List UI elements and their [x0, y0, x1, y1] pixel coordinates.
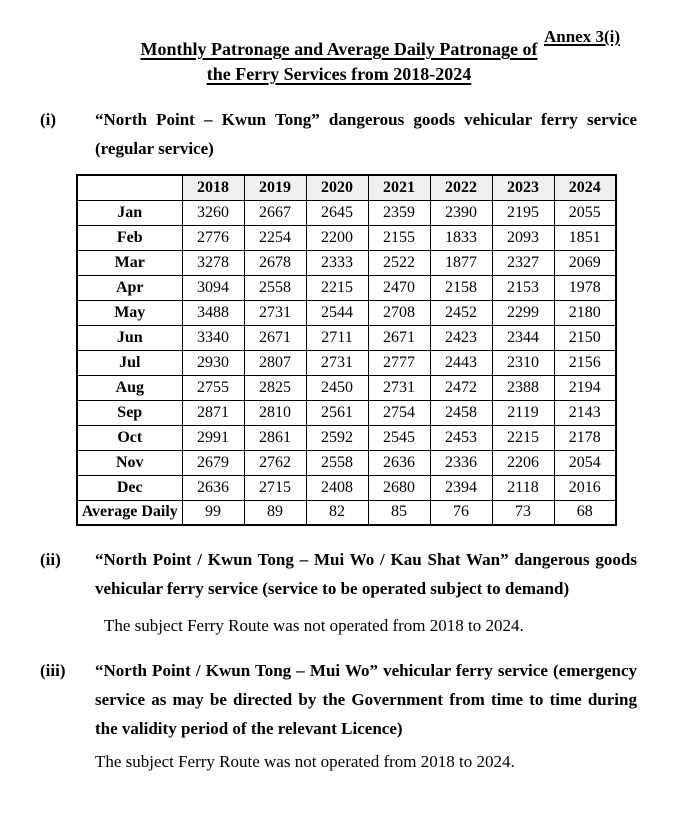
- month-label-cell: Dec: [77, 475, 182, 500]
- value-cell: 2299: [492, 300, 554, 325]
- value-cell: 2344: [492, 325, 554, 350]
- title-line-2: the Ferry Services from 2018-2024: [206, 64, 472, 84]
- value-cell: 2180: [554, 300, 616, 325]
- value-cell: 2150: [554, 325, 616, 350]
- year-header-cell: 2020: [306, 175, 368, 200]
- value-cell: 2394: [430, 475, 492, 500]
- value-cell: 2390: [430, 200, 492, 225]
- section-ii-heading: “North Point / Kwun Tong – Mui Wo / Kau Shat Wan” dangerous goods vehicular ferry service (service to be operated subject to demand): [95, 550, 637, 598]
- value-cell: 2470: [368, 275, 430, 300]
- year-header-cell: 2021: [368, 175, 430, 200]
- value-cell: 2178: [554, 425, 616, 450]
- value-cell: 2093: [492, 225, 554, 250]
- value-cell: 2452: [430, 300, 492, 325]
- month-label-cell: Nov: [77, 450, 182, 475]
- value-cell: 2450: [306, 375, 368, 400]
- month-label-cell: Jan: [77, 200, 182, 225]
- value-cell: 2807: [244, 350, 306, 375]
- value-cell: 2458: [430, 400, 492, 425]
- table-row: [77, 325, 616, 350]
- document-page: [0, 27, 700, 773]
- table-row: [77, 275, 616, 300]
- value-cell: 2777: [368, 350, 430, 375]
- value-cell: 2678: [244, 250, 306, 275]
- value-cell: 2408: [306, 475, 368, 500]
- value-cell: 2636: [368, 450, 430, 475]
- value-cell: 2327: [492, 250, 554, 275]
- route-status-paragraph-iii: The subject Ferry Route was not operated from 2018 to 2024.: [95, 752, 515, 771]
- value-cell: 2754: [368, 400, 430, 425]
- value-cell: 2930: [182, 350, 244, 375]
- value-cell: 2825: [244, 375, 306, 400]
- value-cell: 2069: [554, 250, 616, 275]
- table-row: [77, 475, 616, 500]
- month-label-cell: Jun: [77, 325, 182, 350]
- value-cell: 2155: [368, 225, 430, 250]
- value-cell: 2762: [244, 450, 306, 475]
- average-daily-label-cell: Average Daily: [77, 500, 182, 525]
- section-iii-heading: “North Point / Kwun Tong – Mui Wo” vehicular ferry service (emergency service as may be directed by the Government from time to time during the validity period of the relevant Licence): [95, 661, 637, 738]
- section-i-label: (i): [40, 110, 57, 129]
- value-cell: 2680: [368, 475, 430, 500]
- value-cell: 2731: [244, 300, 306, 325]
- value-cell: 2522: [368, 250, 430, 275]
- section-i: [40, 105, 700, 163]
- value-cell: 2592: [306, 425, 368, 450]
- value-cell: 3488: [182, 300, 244, 325]
- value-cell: 2054: [554, 450, 616, 475]
- value-cell: 2472: [430, 375, 492, 400]
- year-header-cell: 2018: [182, 175, 244, 200]
- value-cell: 2871: [182, 400, 244, 425]
- value-cell: 1851: [554, 225, 616, 250]
- month-label-cell: Apr: [77, 275, 182, 300]
- section-iii: [40, 656, 700, 743]
- table-row: [77, 225, 616, 250]
- value-cell: 2215: [492, 425, 554, 450]
- value-cell: 99: [182, 500, 244, 525]
- value-cell: 2645: [306, 200, 368, 225]
- table-row: [77, 500, 616, 525]
- corner-cell: [77, 175, 182, 200]
- value-cell: 2636: [182, 475, 244, 500]
- table-row: [77, 250, 616, 275]
- value-cell: 2731: [368, 375, 430, 400]
- patronage-table: [76, 174, 617, 526]
- section-i-heading: “North Point – Kwun Tong” dangerous goods vehicular ferry service (regular service): [95, 110, 637, 158]
- value-cell: 2215: [306, 275, 368, 300]
- value-cell: 2119: [492, 400, 554, 425]
- value-cell: 2194: [554, 375, 616, 400]
- value-cell: 73: [492, 500, 554, 525]
- value-cell: 3094: [182, 275, 244, 300]
- value-cell: 2810: [244, 400, 306, 425]
- value-cell: 2200: [306, 225, 368, 250]
- table-row: [77, 375, 616, 400]
- annex-text: Annex 3(i): [543, 27, 620, 46]
- value-cell: 2711: [306, 325, 368, 350]
- value-cell: 2558: [306, 450, 368, 475]
- value-cell: 1833: [430, 225, 492, 250]
- value-cell: 2310: [492, 350, 554, 375]
- value-cell: 2776: [182, 225, 244, 250]
- year-header-cell: 2023: [492, 175, 554, 200]
- value-cell: 2558: [244, 275, 306, 300]
- value-cell: 2153: [492, 275, 554, 300]
- value-cell: 2423: [430, 325, 492, 350]
- table-row: [77, 300, 616, 325]
- value-cell: 2715: [244, 475, 306, 500]
- section-ii-label: (ii): [40, 550, 61, 569]
- section-ii: [40, 545, 700, 603]
- value-cell: 68: [554, 500, 616, 525]
- title-line-1: Monthly Patronage and Average Daily Patronage of: [140, 39, 538, 59]
- value-cell: 82: [306, 500, 368, 525]
- value-cell: 2708: [368, 300, 430, 325]
- month-label-cell: Oct: [77, 425, 182, 450]
- table-row: [77, 450, 616, 475]
- table-row: [77, 350, 616, 375]
- value-cell: 2143: [554, 400, 616, 425]
- value-cell: 2453: [430, 425, 492, 450]
- table-row: [77, 425, 616, 450]
- value-cell: 2991: [182, 425, 244, 450]
- table-row: [77, 200, 616, 225]
- value-cell: 2254: [244, 225, 306, 250]
- value-cell: 2195: [492, 200, 554, 225]
- table-row: [77, 400, 616, 425]
- annex-label: [544, 27, 620, 47]
- value-cell: 76: [430, 500, 492, 525]
- value-cell: 2206: [492, 450, 554, 475]
- value-cell: 2158: [430, 275, 492, 300]
- value-cell: 1978: [554, 275, 616, 300]
- value-cell: 2561: [306, 400, 368, 425]
- value-cell: 2118: [492, 475, 554, 500]
- value-cell: 2388: [492, 375, 554, 400]
- month-label-cell: Mar: [77, 250, 182, 275]
- route-status-paragraph-ii: The subject Ferry Route was not operated from 2018 to 2024.: [104, 616, 524, 635]
- value-cell: 85: [368, 500, 430, 525]
- value-cell: 2156: [554, 350, 616, 375]
- value-cell: 3260: [182, 200, 244, 225]
- month-label-cell: Aug: [77, 375, 182, 400]
- month-label-cell: Jul: [77, 350, 182, 375]
- section-iii-label: (iii): [40, 661, 66, 680]
- value-cell: 2333: [306, 250, 368, 275]
- value-cell: 89: [244, 500, 306, 525]
- year-header-cell: 2022: [430, 175, 492, 200]
- value-cell: 2336: [430, 450, 492, 475]
- month-label-cell: Sep: [77, 400, 182, 425]
- year-header-cell: 2024: [554, 175, 616, 200]
- value-cell: 2671: [368, 325, 430, 350]
- value-cell: 2667: [244, 200, 306, 225]
- value-cell: 2016: [554, 475, 616, 500]
- value-cell: 2443: [430, 350, 492, 375]
- value-cell: 2755: [182, 375, 244, 400]
- value-cell: 3278: [182, 250, 244, 275]
- table-header-row: [77, 175, 616, 200]
- value-cell: 2679: [182, 450, 244, 475]
- value-cell: 2544: [306, 300, 368, 325]
- value-cell: 1877: [430, 250, 492, 275]
- value-cell: 2861: [244, 425, 306, 450]
- year-header-cell: 2019: [244, 175, 306, 200]
- month-label-cell: Feb: [77, 225, 182, 250]
- value-cell: 2545: [368, 425, 430, 450]
- value-cell: 2359: [368, 200, 430, 225]
- month-label-cell: May: [77, 300, 182, 325]
- value-cell: 2055: [554, 200, 616, 225]
- value-cell: 2671: [244, 325, 306, 350]
- value-cell: 2731: [306, 350, 368, 375]
- value-cell: 3340: [182, 325, 244, 350]
